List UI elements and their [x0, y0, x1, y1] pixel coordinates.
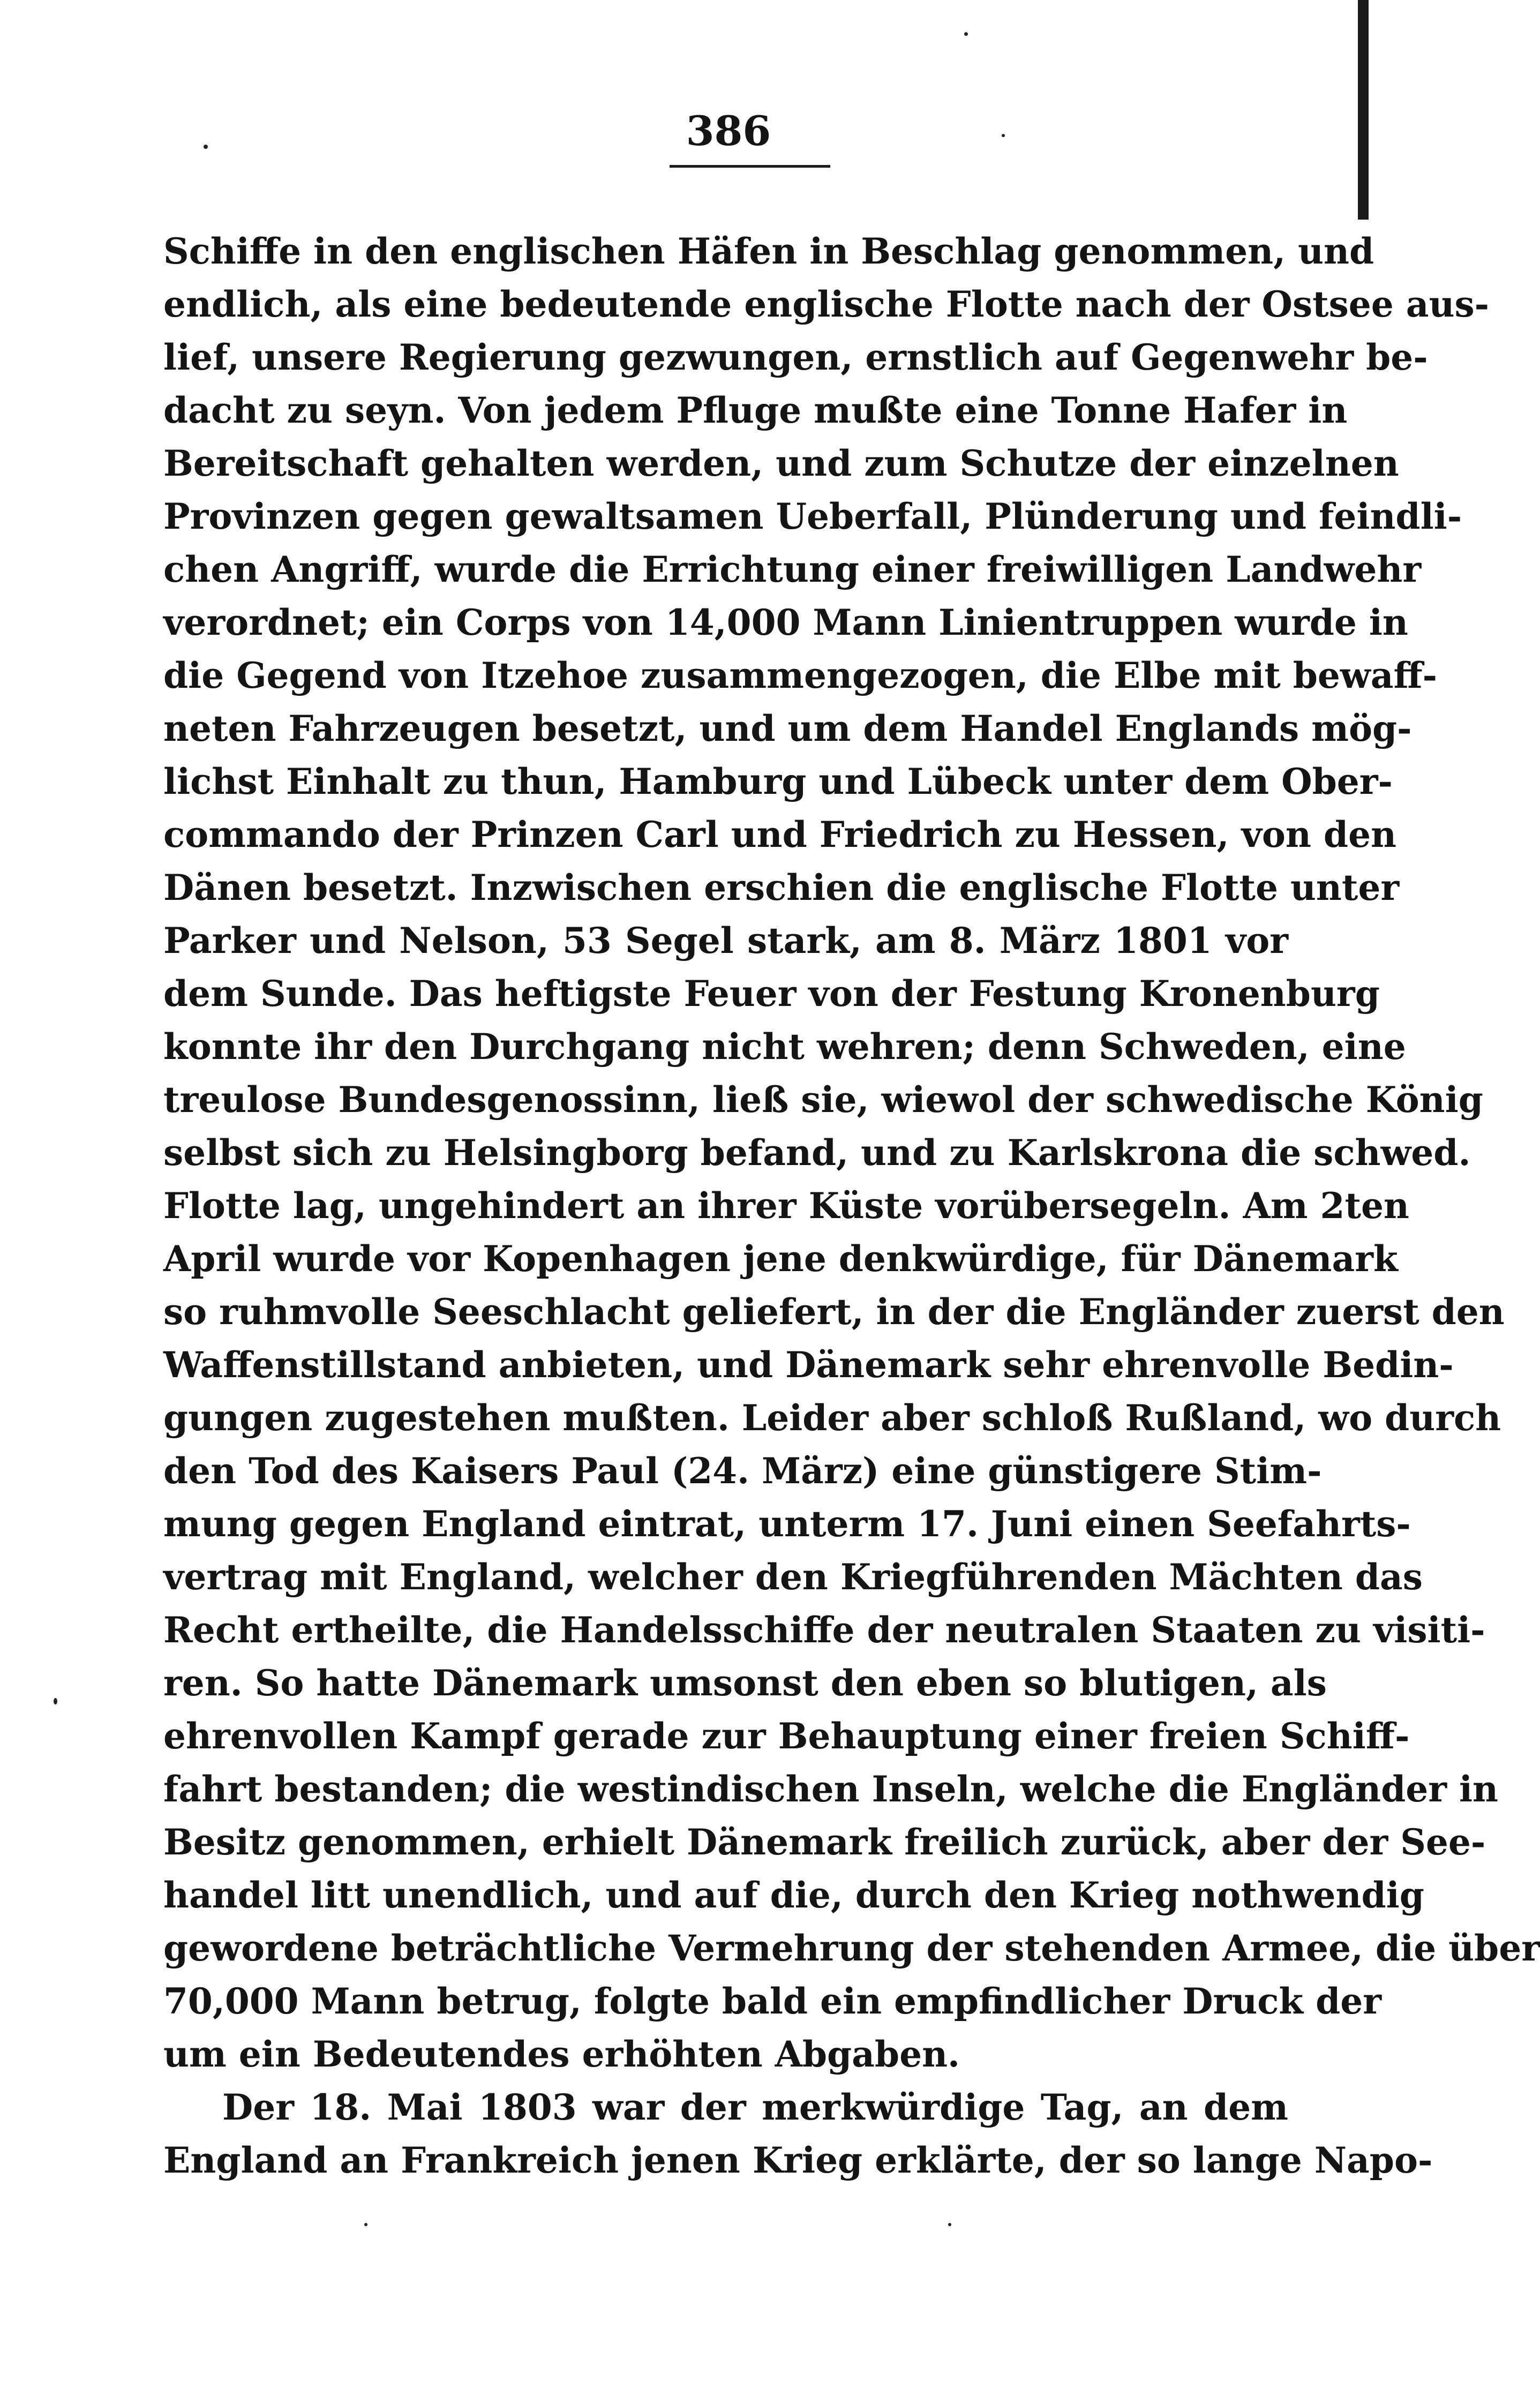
scan-speck: [54, 1698, 57, 1704]
text-line: Waffenstillstand anbieten, und Dänemark sehr ehrenvolle Bedin-: [163, 1344, 1454, 1386]
text-line: den Tod des Kaisers Paul (24. März) eine günstigere Stim-: [163, 1450, 1322, 1492]
text-line: vertrag mit England, welcher den Kriegführenden Mächten das: [163, 1556, 1423, 1598]
scan-speck: [948, 2223, 951, 2226]
text-line: gungen zugestehen mußten. Leider aber schloß Rußland, wo durch: [163, 1397, 1501, 1439]
body-text: [163, 225, 1540, 2187]
scan-speck: [1002, 134, 1005, 137]
text-line: lief, unsere Regierung gezwungen, ernstlich auf Gegenwehr be-: [163, 336, 1428, 378]
text-line: Flotte lag, ungehindert an ihrer Küste vorübersegeln. Am 2ten: [163, 1185, 1409, 1227]
text-line: Schiffe in den englischen Häfen in Beschlag genommen, und: [163, 230, 1374, 272]
text-line: neten Fahrzeugen besetzt, und um dem Handel Englands mög-: [163, 708, 1412, 749]
scan-edge-mark: [1358, 0, 1369, 220]
text-line: so ruhmvolle Seeschlacht geliefert, in der die Engländer zuerst den: [163, 1291, 1505, 1333]
text-line: England an Frankreich jenen Krieg erklärte, der so lange Napo-: [163, 2139, 1433, 2181]
scan-speck: [204, 145, 208, 149]
text-line: mung gegen England eintrat, unterm 17. Juni einen Seefahrts-: [163, 1503, 1411, 1545]
text-line: verordnet; ein Corps von 14,000 Mann Linientruppen wurde in: [163, 602, 1408, 643]
text-line: 70,000 Mann betrug, folgte bald ein empfindlicher Druck der: [163, 1980, 1382, 2022]
text-line: Besitz genommen, erhielt Dänemark freilich zurück, aber der See-: [163, 1821, 1486, 1863]
text-line: dacht zu seyn. Von jedem Pfluge mußte eine Tonne Hafer in: [163, 389, 1348, 431]
text-line: fahrt bestanden; die westindischen Inseln, welche die Engländer in: [163, 1768, 1499, 1810]
text-line: gewordene beträchtliche Vermehrung der stehenden Armee, die über: [163, 1927, 1540, 1969]
text-line: treulose Bundesgenossinn, ließ sie, wiewol der schwedische König: [163, 1079, 1483, 1121]
text-line: chen Angriff, wurde die Errichtung einer freiwilligen Landwehr: [163, 549, 1422, 590]
scan-speck: [964, 32, 968, 36]
paragraph-start-line: Der 18. Mai 1803 war der merkwürdige Tag, an dem: [222, 2086, 1288, 2128]
text-line: Parker und Nelson, 53 Segel stark, am 8. März 1801 vor: [163, 920, 1288, 961]
text-line: lichst Einhalt zu thun, Hamburg und Lübeck unter dem Ober-: [163, 761, 1393, 802]
text-line: handel litt unendlich, und auf die, durch den Krieg nothwendig: [163, 1874, 1424, 1916]
header-rule: [670, 165, 830, 168]
text-line: ren. So hatte Dänemark umsonst den eben so blutigen, als: [163, 1662, 1327, 1704]
text-line: April wurde vor Kopenhagen jene denkwürdige, für Dänemark: [163, 1238, 1398, 1280]
text-line: ehrenvollen Kampf gerade zur Behauptung einer freien Schiff-: [163, 1715, 1410, 1757]
text-line: commando der Prinzen Carl und Friedrich zu Hessen, von den: [163, 814, 1396, 855]
paragraph-end-line: um ein Bedeutendes erhöhten Abgaben.: [163, 2033, 960, 2075]
text-line: Provinzen gegen gewaltsamen Ueberfall, Plünderung und feindli-: [163, 495, 1462, 537]
page-number: 386: [686, 107, 771, 155]
text-line: selbst sich zu Helsingborg befand, und zu Karlskrona die schwed.: [163, 1132, 1471, 1174]
text-line: Dänen besetzt. Inzwischen erschien die englische Flotte unter: [163, 867, 1400, 908]
text-line: Recht ertheilte, die Handelsschiffe der neutralen Staaten zu visiti-: [163, 1609, 1485, 1651]
text-line: endlich, als eine bedeutende englische Flotte nach der Ostsee aus-: [163, 283, 1490, 325]
text-line: konnte ihr den Durchgang nicht wehren; denn Schweden, eine: [163, 1026, 1406, 1068]
scan-speck: [364, 2223, 367, 2226]
text-line: die Gegend von Itzehoe zusammengezogen, die Elbe mit bewaff-: [163, 655, 1438, 696]
text-line: dem Sunde. Das heftigste Feuer von der Festung Kronenburg: [163, 973, 1380, 1015]
text-line: Bereitschaft gehalten werden, und zum Schutze der einzelnen: [163, 442, 1399, 484]
